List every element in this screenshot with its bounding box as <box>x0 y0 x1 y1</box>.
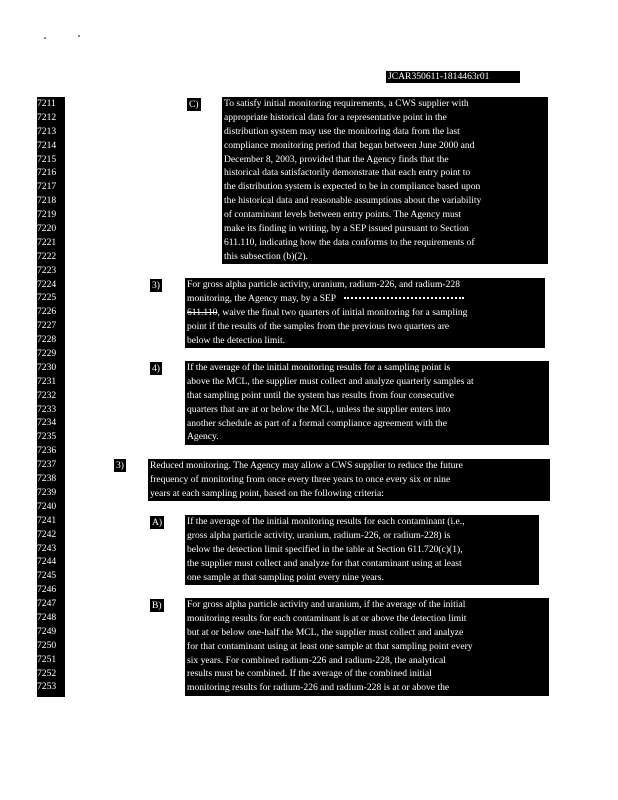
line-number: 7253 <box>37 681 57 693</box>
section-c-text <box>222 97 548 264</box>
line-number: 7248 <box>37 611 57 623</box>
text-line <box>187 306 543 320</box>
section-b-text <box>185 598 549 696</box>
text-line: compliance monitoring period that began between June 2000 and <box>224 139 475 151</box>
text-line: make its finding in writing, by a SEP issued pursuant to Section <box>224 223 469 235</box>
text-line: If the average of the initial monitoring results for each contaminant (i.e., <box>187 516 465 527</box>
speck <box>78 35 80 37</box>
line-number: 7225 <box>37 292 57 304</box>
line-number: 7246 <box>37 584 57 596</box>
text-line: the supplier must collect and analyze for that contaminant using at least <box>187 557 462 569</box>
text-line: 611.110, indicating how the data conforms to the requirements of <box>224 236 475 248</box>
section-4-text <box>185 361 549 445</box>
text-line: years at each sampling point, based on the following criteria: <box>150 487 384 499</box>
line-number: 7235 <box>37 431 57 443</box>
line-number: 7232 <box>37 389 57 401</box>
line-number: 7228 <box>37 334 57 346</box>
text-line: but at or below one-half the MCL, the supplier must collect and analyze <box>187 626 464 638</box>
text-line: December 8, 2003, provided that the Agency finds that the <box>224 153 449 165</box>
document-id: JCAR350611-1814463r01 <box>386 71 520 83</box>
section-3-text <box>185 278 545 348</box>
line-number: 7239 <box>37 486 57 498</box>
text-fragment: monitoring, the Agency may, by a SEP <box>187 292 337 304</box>
line-number: 7221 <box>37 236 57 248</box>
line-number: 7220 <box>37 223 57 235</box>
text-line: this subsection (b)(2). <box>224 250 308 262</box>
line-number: 7237 <box>37 459 57 471</box>
text-line: frequency of monitoring from once every three years to once every six or nine <box>150 473 451 485</box>
line-number: 7227 <box>37 320 57 332</box>
line-number: 7217 <box>37 181 57 193</box>
text-line: below the detection limit specified in the table at Section 611.720(c)(1), <box>187 543 463 555</box>
line-number: 7224 <box>37 278 57 290</box>
line-number: 7230 <box>37 361 57 373</box>
line-number: 7241 <box>37 514 57 526</box>
text-line: Reduced monitoring. The Agency may allow a CWS supplier to reduce the future <box>150 460 463 471</box>
text-line: six years. For combined radium-226 and radium-228, the analytical <box>187 654 446 666</box>
line-number: 7212 <box>37 111 57 123</box>
line-number: 7213 <box>37 125 57 137</box>
text-line: To satisfy initial monitoring requirements, a CWS supplier with <box>224 98 469 109</box>
section-a-text <box>185 515 539 585</box>
text-line: below the detection limit. <box>187 334 286 346</box>
line-number: 7250 <box>37 639 57 651</box>
text-line: the historical data and reasonable assumptions about the variability <box>224 195 482 207</box>
section-marker-b: B) <box>152 600 162 611</box>
line-number: 7251 <box>37 653 57 665</box>
text-line: the distribution system is expected to be in compliance based upon <box>224 181 481 193</box>
line-number: 7249 <box>37 625 57 637</box>
line-number-column <box>37 97 65 697</box>
section-marker-c: C) <box>189 99 199 110</box>
line-number: 7215 <box>37 153 57 165</box>
section-marker-a: A) <box>152 517 163 528</box>
text-fragment: , waive the final two quarters of initial monitoring for a sampling <box>217 306 468 318</box>
text-line: For gross alpha particle activity and uranium, if the average of the initial <box>187 599 466 610</box>
reduced-monitoring-text <box>148 459 550 501</box>
speck <box>44 37 46 39</box>
line-number: 7252 <box>37 667 57 679</box>
text-line: quarters that are at or below the MCL, unless the supplier enters into <box>187 403 451 415</box>
text-line: for that contaminant using at least one sample at that sampling point every <box>187 640 473 652</box>
line-number: 7218 <box>37 195 57 207</box>
line-number: 7247 <box>37 598 57 610</box>
line-number: 7242 <box>37 528 57 540</box>
text-line: appropriate historical data for a representative point in the <box>224 111 447 123</box>
line-number: 7233 <box>37 403 57 415</box>
line-number: 7231 <box>37 375 57 387</box>
scan-specks <box>0 0 618 60</box>
text-line: above the MCL, the supplier must collect and analyze quarterly samples at <box>187 375 474 387</box>
text-line <box>187 292 543 306</box>
text-line: monitoring results for radium-226 and radium-228 is at or above the <box>187 682 450 694</box>
text-line: one sample at that sampling point every nine years. <box>187 571 384 583</box>
line-number: 7222 <box>37 250 57 262</box>
line-number: 7226 <box>37 306 57 318</box>
line-number: 7229 <box>37 348 57 360</box>
line-number: 7214 <box>37 139 57 151</box>
text-line: that sampling point until the system has results from four consecutive <box>187 389 454 401</box>
text-line: Agency. <box>187 431 219 443</box>
section-marker-reduced: 3) <box>116 460 124 471</box>
section-marker-4: 4) <box>152 363 160 374</box>
section-marker-3: 3) <box>152 280 160 291</box>
line-number: 7243 <box>37 542 57 554</box>
text-line: of contaminant levels between entry points. The Agency must <box>224 209 462 221</box>
text-line: monitoring results for each contaminant is at or above the detection limit <box>187 612 467 624</box>
struck-text: 611.110 <box>187 306 218 318</box>
line-number: 7234 <box>37 417 57 429</box>
line-number: 7236 <box>37 445 57 457</box>
text-line: point if the results of the samples from the previous two quarters are <box>187 320 450 332</box>
text-line: If the average of the initial monitoring results for a sampling point is <box>187 362 451 373</box>
line-number: 7245 <box>37 570 57 582</box>
line-number: 7219 <box>37 209 57 221</box>
redaction-mark <box>344 297 464 301</box>
line-number: 7244 <box>37 556 57 568</box>
text-line: distribution system may use the monitoring data from the last <box>224 125 460 137</box>
text-line: results must be combined. If the average of the combined initial <box>187 668 432 680</box>
text-line: another schedule as part of a formal compliance agreement with the <box>187 417 447 429</box>
line-number: 7216 <box>37 167 57 179</box>
text-line: For gross alpha particle activity, uranium, radium-226, and radium-228 <box>187 279 460 290</box>
text-line: gross alpha particle activity, uranium, radium-226, or radium-228) is <box>187 529 451 541</box>
line-number: 7211 <box>37 98 56 109</box>
line-number: 7240 <box>37 500 57 512</box>
line-number: 7238 <box>37 473 57 485</box>
line-number: 7223 <box>37 264 57 276</box>
text-line: historical data satisfactorily demonstrate that each entry point to <box>224 167 471 179</box>
